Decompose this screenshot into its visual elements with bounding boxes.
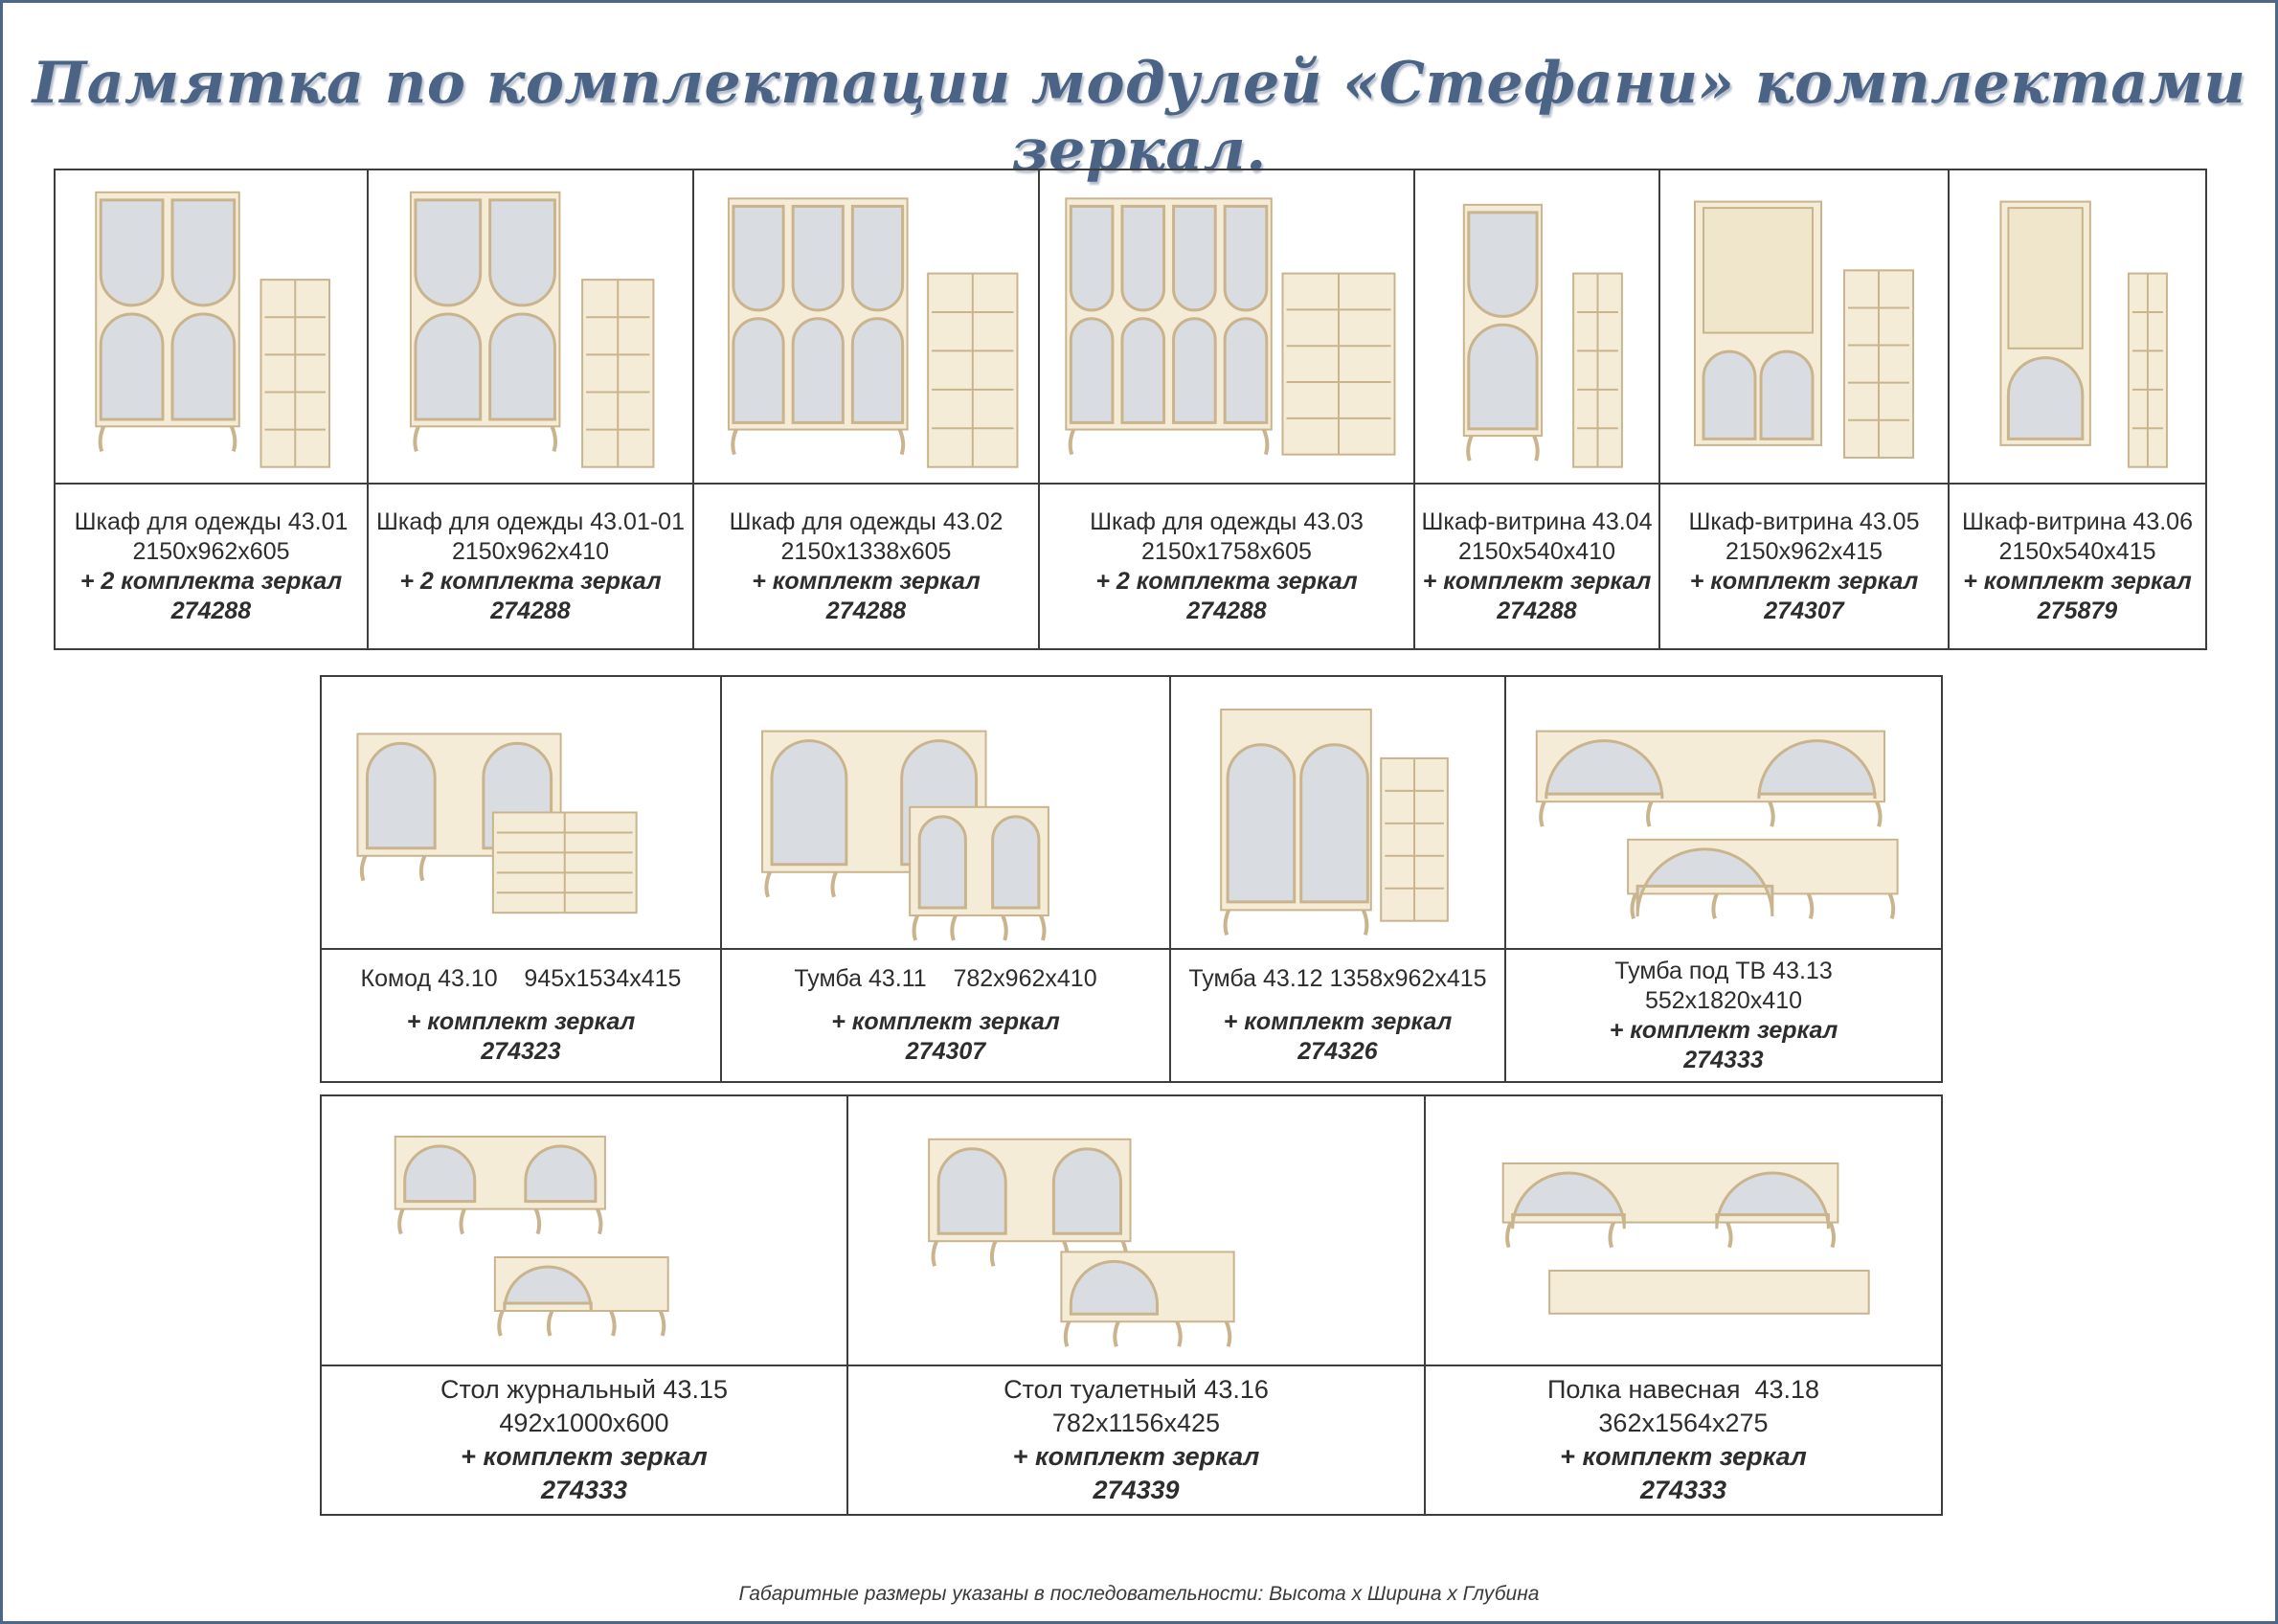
kit-code: 274288 — [490, 597, 571, 624]
mirror-panel — [490, 200, 555, 305]
product-dims: 2150x962x410 — [451, 537, 610, 565]
furniture-leg — [499, 1311, 503, 1336]
furniture-leg — [1770, 801, 1773, 826]
mirror-kit: + комплект зеркал — [752, 567, 981, 595]
mirror-kit: + 2 комплекта зеркал — [79, 567, 343, 595]
mirror-panel — [793, 206, 843, 310]
furniture-leg — [914, 915, 918, 940]
mirror-panel — [919, 817, 965, 908]
product-name: Полка навесная 43.18 — [1546, 1375, 1820, 1404]
product-name: Тумба 43.11 782x962x410 — [794, 965, 1097, 992]
furniture-leg — [1633, 893, 1636, 918]
product-caption — [1659, 484, 1949, 649]
furniture-leg — [552, 426, 555, 451]
product-caption — [1170, 949, 1505, 1082]
mirror-panel — [101, 200, 163, 305]
illustration-43-04 — [1414, 169, 1659, 484]
wardrobe-table — [54, 169, 2207, 650]
chest-illustration — [322, 677, 720, 948]
product-dims: 362x1564x275 — [1598, 1409, 1769, 1437]
wardrobe-2door-illustration — [56, 170, 367, 483]
mirror-kit: + комплект зеркал — [1560, 1442, 1807, 1471]
product-name: Тумба 43.12 1358x962x415 — [1188, 965, 1487, 992]
product-name: Шкаф для одежды 43.01 — [74, 508, 349, 535]
furniture-leg — [992, 1241, 996, 1266]
mirror-panel — [1469, 213, 1537, 317]
mirror-panel — [1071, 319, 1113, 423]
mirror-panel — [938, 1149, 1005, 1233]
mirror-kit: + комплект зеркал — [461, 1442, 708, 1471]
mirror-panel — [1469, 325, 1537, 429]
product-caption — [1505, 949, 1942, 1082]
product-caption — [1414, 484, 1659, 649]
furniture-leg — [1507, 1223, 1511, 1248]
product-name: Комод 43.10 945x1534x415 — [360, 965, 682, 992]
product-caption — [847, 1365, 1425, 1515]
kit-code: 274339 — [1093, 1476, 1180, 1504]
illustration-43-15 — [321, 1095, 847, 1365]
tall-cabinet-illustration — [1171, 677, 1504, 948]
furniture-leg — [766, 872, 770, 897]
mirror-panel — [1228, 745, 1295, 902]
illustration-43-18 — [1425, 1095, 1942, 1365]
illustration-43-13 — [1505, 676, 1942, 949]
kit-code: 274326 — [1297, 1038, 1378, 1065]
kit-code: 274288 — [1186, 597, 1267, 624]
wardrobe-2door-illustration — [369, 170, 692, 483]
mirror-panel — [772, 741, 846, 865]
mirror-panel — [733, 319, 783, 423]
furniture-leg — [900, 430, 904, 455]
furniture-leg — [232, 426, 236, 451]
mirror-panel — [1225, 206, 1267, 310]
mirror-kit: + комплект зеркал — [1609, 1016, 1838, 1044]
furniture-body — [1549, 1271, 1869, 1314]
tv-stand-illustration — [1506, 677, 1941, 948]
product-dims: 2150x540x410 — [1457, 537, 1616, 565]
furniture-leg — [598, 1209, 601, 1234]
furniture-leg — [832, 872, 836, 897]
mirror-panel — [1071, 206, 1113, 310]
furniture-leg — [1071, 430, 1074, 455]
furniture-leg — [1877, 801, 1881, 826]
furniture-leg — [362, 856, 366, 881]
product-caption — [1039, 484, 1414, 649]
dressing-table-illustration — [848, 1096, 1424, 1365]
mirror-panel — [1122, 206, 1164, 310]
mirror-panel — [405, 1146, 475, 1202]
product-dims: 2150x962x605 — [132, 537, 290, 565]
mirror-panel — [993, 817, 1039, 908]
kit-code: 274307 — [1764, 597, 1844, 624]
furniture-leg — [611, 1311, 615, 1336]
cabinet-illustration — [722, 677, 1169, 948]
furniture-leg — [1066, 1321, 1070, 1346]
product-dims: 2150x962x415 — [1725, 537, 1883, 565]
illustration-43-01-01 — [368, 169, 693, 484]
product-caption — [693, 484, 1039, 649]
furniture-leg — [101, 426, 104, 451]
mirror-panel — [1225, 319, 1267, 423]
illustration-43-06 — [1949, 169, 2206, 484]
product-dims: 552x1820x410 — [1644, 986, 1803, 1014]
illustration-43-03 — [1039, 169, 1414, 484]
cabinet-table — [320, 675, 1943, 1083]
narrow-mirror-cabinet-illustration — [1415, 170, 1658, 483]
table-shelf-table — [320, 1094, 1943, 1516]
furniture-leg — [952, 915, 956, 940]
kit-code: 274333 — [540, 1476, 628, 1504]
mirror-kit: + комплект зеркал — [1689, 567, 1919, 595]
mirror-panel — [1053, 1149, 1120, 1233]
wardrobe-4door-illustration — [1040, 170, 1413, 483]
mirror-panel — [1174, 206, 1216, 310]
coffee-table-illustration — [322, 1096, 846, 1365]
mirror-panel — [1761, 351, 1813, 439]
furniture-leg — [1890, 893, 1894, 918]
product-dims: 782x1156x425 — [1051, 1409, 1221, 1437]
furniture-leg — [661, 1311, 665, 1336]
product-name: Стол журнальный 43.15 — [440, 1375, 729, 1404]
furniture-leg — [1003, 915, 1006, 940]
mirror-panel — [793, 319, 843, 423]
furniture-leg — [1534, 436, 1538, 461]
kit-code: 274288 — [170, 597, 252, 624]
mirror-panel — [416, 200, 481, 305]
product-dims: 492x1000x600 — [499, 1409, 669, 1437]
kit-code: 274288 — [825, 597, 907, 624]
furniture-leg — [461, 1209, 464, 1234]
product-caption — [55, 484, 368, 649]
mirror-kit: + 2 комплекта зеркал — [399, 567, 662, 595]
vitrine-wide-illustration — [1660, 170, 1948, 483]
furniture-leg — [1830, 1223, 1834, 1248]
furniture-leg — [1227, 1321, 1230, 1346]
furniture-leg — [1115, 1321, 1118, 1346]
illustration-43-01 — [55, 169, 368, 484]
furniture-leg — [1727, 1223, 1731, 1248]
furniture-leg — [1611, 1223, 1614, 1248]
product-name: Шкаф для одежды 43.03 — [1090, 508, 1364, 535]
product-name: Шкаф-витрина 43.04 — [1421, 508, 1653, 535]
mirror-panel — [101, 314, 163, 419]
product-dims: 2150x1338x605 — [780, 537, 952, 565]
product-name: Шкаф-витрина 43.06 — [1962, 508, 2193, 535]
glass-panel — [2008, 208, 2082, 349]
product-caption — [368, 484, 693, 649]
furniture-leg — [421, 856, 425, 881]
mirror-panel — [1703, 351, 1755, 439]
illustration-43-10 — [321, 676, 721, 949]
mirror-kit: + комплект зеркал — [1223, 1008, 1453, 1035]
product-caption — [321, 1365, 847, 1515]
furniture-leg — [1264, 430, 1268, 455]
vitrine-narrow-illustration — [1950, 170, 2205, 483]
mirror-panel — [2008, 358, 2082, 440]
glass-panel — [1703, 208, 1813, 332]
mirror-panel — [490, 314, 555, 419]
furniture-leg — [1648, 801, 1652, 826]
kit-code: 274323 — [481, 1038, 561, 1065]
furniture-leg — [733, 430, 736, 455]
product-name: Шкаф для одежды 43.01-01 — [376, 508, 685, 535]
mirror-panel — [733, 206, 783, 310]
furniture-leg — [415, 426, 418, 451]
furniture-leg — [934, 1241, 937, 1266]
mirror-kit: + комплект зеркал — [1422, 567, 1652, 595]
product-dims: 2150x540x415 — [1998, 537, 2156, 565]
mirror-kit: + комплект зеркал — [406, 1008, 636, 1035]
mirror-kit: + 2 комплекта зеркал — [1095, 567, 1358, 595]
kit-code: 274288 — [1497, 597, 1577, 624]
illustration-43-12 — [1170, 676, 1505, 949]
product-caption — [1949, 484, 2206, 649]
kit-code: 274307 — [905, 1038, 986, 1065]
kit-code: 275879 — [2037, 597, 2118, 624]
furniture-leg — [1177, 1321, 1181, 1346]
kit-code: 274333 — [1683, 1046, 1764, 1073]
dimensions-footnote: Габаритные размеры указаны в последовательности: Высота х Ширина х Глубина — [738, 1583, 1540, 1605]
mirror-panel — [1174, 319, 1216, 423]
furniture-leg — [1364, 910, 1367, 935]
mirror-panel — [526, 1146, 596, 1202]
illustration-43-16 — [847, 1095, 1425, 1365]
product-dims: 2150x1758x605 — [1141, 537, 1312, 565]
product-caption — [321, 949, 721, 1082]
mirror-panel — [852, 319, 902, 423]
illustration-43-02 — [693, 169, 1039, 484]
mirror-kit: + комплект зеркал — [1963, 567, 2192, 595]
product-name: Шкаф для одежды 43.02 — [729, 508, 1004, 535]
furniture-leg — [1713, 893, 1717, 918]
wall-shelf-illustration — [1426, 1096, 1941, 1365]
furniture-leg — [1541, 801, 1545, 826]
mirror-kit: + комплект зеркал — [831, 1008, 1060, 1035]
furniture-leg — [1226, 910, 1229, 935]
product-name: Стол туалетный 43.16 — [1004, 1375, 1269, 1404]
mirror-kit: + комплект зеркал — [1012, 1442, 1260, 1471]
furniture-leg — [1809, 893, 1813, 918]
illustration-43-11 — [721, 676, 1170, 949]
furniture-leg — [1468, 436, 1472, 461]
page-title: Памятка по комплектации модулей «Стефани» комплектами зеркал. — [32, 50, 2246, 184]
mirror-panel — [367, 743, 435, 847]
mirror-panel — [172, 200, 235, 305]
product-name: Тумба под ТВ 43.13 — [1614, 957, 1833, 984]
furniture-leg — [549, 1311, 553, 1336]
product-caption — [721, 949, 1170, 1082]
kit-code: 274333 — [1639, 1476, 1727, 1504]
furniture-leg — [536, 1209, 540, 1234]
wardrobe-3door-illustration — [694, 170, 1038, 483]
furniture-leg — [399, 1209, 403, 1234]
mirror-panel — [172, 314, 235, 419]
product-name: Шкаф-витрина 43.05 — [1688, 508, 1920, 535]
product-caption — [1425, 1365, 1942, 1515]
mirror-panel — [416, 314, 481, 419]
illustration-43-05 — [1659, 169, 1949, 484]
mirror-panel — [1301, 745, 1368, 902]
mirror-panel — [852, 206, 902, 310]
furniture-leg — [1041, 915, 1045, 940]
mirror-panel — [1122, 319, 1164, 423]
